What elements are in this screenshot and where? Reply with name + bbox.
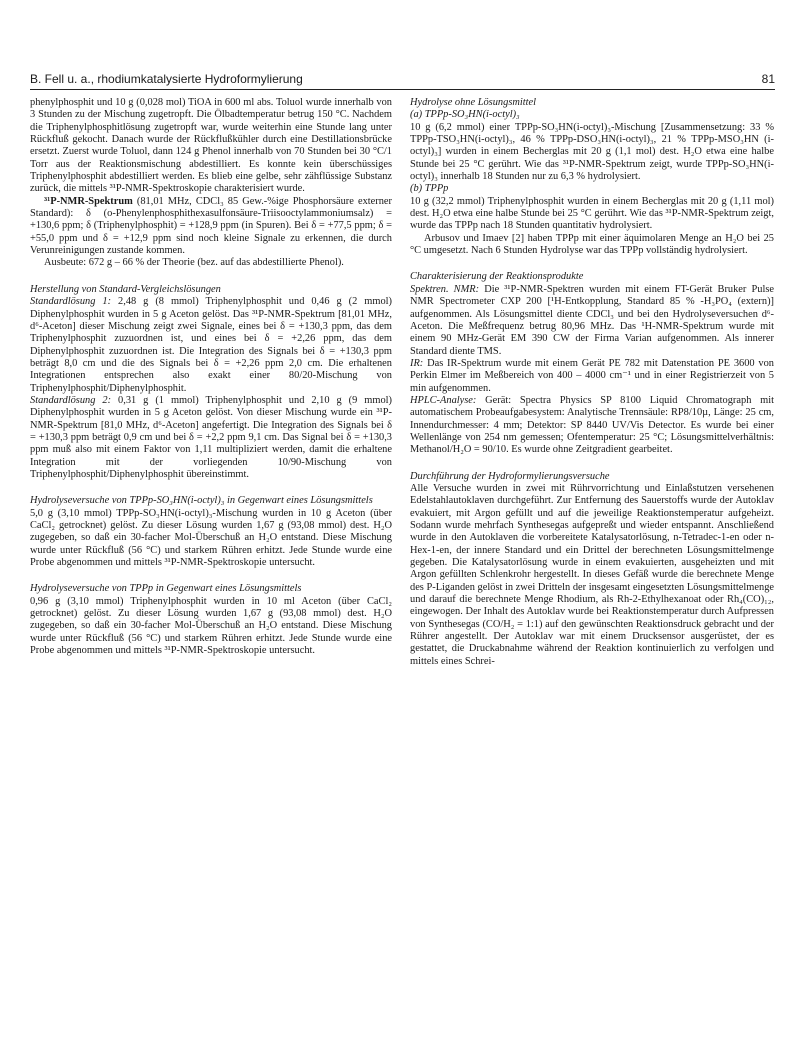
paragraph-a: 10 g (6,2 mmol) einer TPPp-SO₃HN(i-octyl)₃-Mischung [Zusammensetzung: 33 % TPPp-TSO₃HN(i-octyl)₃, 46 % TPPp-DSO₃HN(i-octyl)₃, 21 % TPPp-MSO₃HN (i-octyl)₃] wurden in einem Becherglas mit 20 g (1,1 mol) dest. H₂O etwa eine halbe Stunde bei 25 °C gerührt. Wie das ³¹P-NMR-Spektrum zeigt, wurde TPPp-SO₃HN(i-octyl)₃ innerhalb 18 Stunden nur zu 6,3 % hydrolysiert. xyxy=(410,121,774,183)
paragraph-hplc xyxy=(410,395,774,457)
subheading-b: (b) TPPp xyxy=(410,183,449,195)
nmr-label: Spektren. NMR: xyxy=(410,283,480,295)
hplc-label: HPLC-Analyse: xyxy=(410,394,477,406)
paragraph-b: 10 g (32,2 mmol) Triphenylphosphit wurden in einem Becherglas mit 20 g (1,11 mol) dest. H₂O etwa eine halbe Stunde bei 25 °C gerührt. Wie das ³¹P-NMR-Spektrum zeigt, wurde das TPPp nach 18 Stunden quantitativ hydrolysiert. xyxy=(410,195,774,232)
standard-1-text: 2,48 g (8 mmol) Triphenylphosphit und 0,46 g (2 mmol) Diphenylphosphit wurden in 5 g Aceton gelöst. Das ³¹P-NMR-Spektrum [81,01 MHz, d⁶-Aceton] dieser Mischung zeigt zwei Signale, eines bei δ = +130,3 ppm, das dem Triphenylphosphit zuzuordnen ist, und eines bei δ = +2,26 ppm, das dem Diphenylphosphit zuzuordnen ist. Die Integration des Signals bei δ = +130,3 ppm beträgt 8,0 cm und die des Signals bei δ = +2,26 ppm 2,0 cm. Die erhaltenen Integrationen entsprechen also exakt einer 80/20-Mischung von Triphenylphosphit/Diphenylphosphit. xyxy=(30,296,393,394)
running-header xyxy=(30,69,775,90)
heading-hydroformylation: Durchführung der Hydroformylierungsversuche xyxy=(410,470,610,482)
subheading-a: (a) TPPp-SO₃HN(i-octyl)₃ xyxy=(410,109,520,121)
heading-hydrolysis-tppp: Hydrolyseversuche von TPPp in Gegenwart eines Lösungsmittels xyxy=(30,583,302,595)
paragraph-synthesis: phenylphosphit und 10 g (0,028 mol) TiOA in 600 ml abs. Toluol wurde innerhalb von 3 Stunden zu der Mischung zugetropft. Die Ölbadtemperatur betrug 150 °C. Nachdem die Triphenylphosphitlösung zugetropft war, wurde weiterhin eine Stunde lang unter Rückfluß gekocht. Danach wurde der Rückflußkühler durch eine Destillationsbrücke ersetzt. Zuerst wurde Toluol, dann 124 g Phenol innerhalb von 70 Stunden bei 30 °C/1 Torr aus der Reaktionsmischung abdestilliert. Es konnte kein überschüssiges Triphenylphosphit abdestilliert werden. Es blieb eine gelbe, sehr zähflüssige Substanz zurück, die mittels ³¹P-NMR-Spektroskopie charakterisiert wurde. xyxy=(30,97,392,195)
paragraph-standard-2 xyxy=(30,395,392,481)
paragraph-hydroformylation: Alle Versuche wurden in zwei mit Rührvorrichtung und Einlaßstutzen versehenen Edelstahlautoklaven durchgeführt. Zur Entfernung des Sauerstoffs wurde der Autoklav evakuiert, mit Argon gefüllt und auf die jeweilige Reaktionstemperatur aufgeheizt. Sodann wurde mehrfach Synthesegas aufgepreßt und wieder entspannt. Anschließend wurde in den Autoklaven die vorbereitete Katalysatorlösung, n-Tetradec-1-en oder n-Hex-1-en, der innere Standard und ein Drittel der berechneten Lösungsmittelmenge gegeben. Die Katalysatorlösung wurde in einem evakuierten, ausgeheizten und mit Argon gefüllten Schlenkrohr hergestellt. In dieses Gefäß wurde die berechnete Menge des P-Liganden gelöst in zwei Dritteln der insgesamt eingesetzten Lösungsmittelmenge und darauf die berechnete Menge Rhodium, als Rh-2-Ethylhexanoat oder Rh₄(CO)₁₂, eingewogen. Der Inhalt des Autoklav wurde bei Reaktionstemperatur durch Aufpressen von Synthesegas (CO/H₂ = 1:1) auf den gewünschten Reaktionsdruck gebracht und der Rührer angestellt. Der Autoklav war mit einem Drucksensor ausgerüstet, der es gestattet, die Druckabnahme während der Reaktion kontinuierlich zu verfolgen und mittels eines Schrei- xyxy=(410,482,774,667)
right-column xyxy=(410,97,774,668)
paragraph-yield: Ausbeute: 672 g – 66 % der Theorie (bez. auf das abdestillierte Phenol). xyxy=(44,257,344,269)
heading-hydrolysis-solvent: Hydrolyseversuche von TPPp-SO₃HN(i-octyl)₃ in Gegenwart eines Lösungsmittels xyxy=(30,495,373,507)
paragraph-nmr-spectrum xyxy=(30,196,392,258)
left-column xyxy=(30,97,392,657)
paragraph-ir xyxy=(410,358,774,395)
running-title: B. Fell u. a., rhodiumkatalysierte Hydroformylierung xyxy=(30,72,303,86)
page-number: 81 xyxy=(761,72,775,86)
ir-label: IR: xyxy=(410,357,424,369)
standard-1-label: Standardlösung 1: xyxy=(30,296,112,308)
ir-text: Das IR-Spektrum wurde mit einem Gerät PE 782 mit Datenstation PE 3600 von Perkin Elmer im Meßbereich von 400 – 4000 cm⁻¹ und in einer Registrierzeit von 5 min aufgenommen. xyxy=(410,357,774,394)
paragraph-hydrolysis-tppp: 0,96 g (3,10 mmol) Triphenylphosphit wurden in 10 ml Aceton (über CaCl₂ getrocknet) gelöst. Zu dieser Lösung wurden 1,67 g (93,08 mmol) dest. H₂O zugegeben, so daß ein 30-facher Mol-Überschuß an H₂O entstand. Diese Mischung wurde unter Rückfluß (56 °C) und starkem Rühren erhitzt. Jede Stunde wurde eine Probe abgenommen und mittels ³¹P-NMR-Spektroskopie untersucht. xyxy=(30,595,392,657)
hplc-text: Gerät: Spectra Physics SP 8100 Liquid Chromatograph mit automatischem Probeaufgabesystem: Analytische Trennsäule: RP8/10µ, Länge: 25 cm, Innendurchmesser: 4 mm; Detektor: SP 8440 UV/Vis Detector. Es wurde bei einer Wellenlänge von 254 nm gemessen; Ofentemperatur: 25 °C; Lösungsmittelverhältnis: Methanol/H₂O = 90/10. Es wurde ohne Zeitgradient gearbeitet. xyxy=(410,394,774,456)
standard-2-label: Standardlösung 2: xyxy=(30,394,112,406)
heading-characterisation: Charakterisierung der Reaktionsprodukte xyxy=(410,271,584,283)
paragraph-nmr xyxy=(410,284,774,358)
paragraph-arbusov: Arbusov und Imaev [2] haben TPPp mit einer äquimolaren Menge an H₂O bei 25 °C umgesetzt. Nach 6 Stunden Hydrolyse war das TPPp vollständig hydrolysiert. xyxy=(410,232,774,257)
nmr-spectrum-text: (81,01 MHz, CDCl₃ 85 Gew.-%ige Phosphorsäure externer Standard): δ (o-Phenylenphosphithexasulfonsäure-Triisooctylammoniumsalz) = +130,6 ppm; δ (Triphenylphosphit) = +128,9 ppm (in Spuren). Bei δ = +77,5 ppm; δ = +55,0 ppm und δ = +12,9 ppm sind noch kleine Signale zu erkennen, die durch Verunreinigungen zustande kommen. xyxy=(30,195,392,257)
heading-standard-solutions: Herstellung von Standard-Vergleichslösungen xyxy=(30,283,221,295)
paragraph-standard-1 xyxy=(30,296,392,395)
nmr-spectrum-label: ³¹P-NMR-Spektrum xyxy=(44,195,133,207)
paragraph-hydrolysis-solvent: 5,0 g (3,10 mmol) TPPp-SO₃HN(i-octyl)₃-Mischung wurden in 10 g Aceton (über CaCl₂ getrocknet) gelöst. Zu dieser Lösung wurden 1,67 g (93,08 mmol) dest. H₂O zugegeben, so daß ein 30-facher Mol-Überschuß an H₂O entstand. Diese Mischung wurde unter Rückfluß (56 °C) und starkem Rühren erhitzt. Jede Stunde wurde eine Probe abgenommen und mittels ³¹P-NMR-Spektroskopie untersucht. xyxy=(30,507,392,569)
standard-2-text: 0,31 g (1 mmol) Triphenylphosphit und 2,10 g (9 mmol) Diphenylphosphit wurden in 5 g Aceton gelöst. Von dieser Mischung wurde ein ³¹P-NMR-Spektrum [81,0 MHz, d⁶-Aceton] angefertigt. Die Integration des Signals bei δ = +130,3 ppm beträgt 0,9 cm und bei δ = +2,2 ppm 9,1 cm. Das Signal bei δ = +130,3 ppm muß also mit einem Faktor von 1,11 multipliziert werden, damit die erhaltene Integration mit der vorliegenden 10/90-Mischung von Triphenylphosphit/Diphenylphosphit übereinstimmt. xyxy=(30,394,393,480)
heading-hydrolysis-no-solvent: Hydrolyse ohne Lösungsmittel xyxy=(410,97,537,108)
nmr-text: Die ³¹P-NMR-Spektren wurden mit einem FT-Gerät Bruker Pulse NMR Spectrometer CXP 200 [¹H-Entkopplung, Standard 85 % -H₃PO₄ (extern)] aufgenommen. Als Lösungsmittel diente CDCl₃ und bei den Hydrolyseversuchen d⁶-Aceton. Die Meßfrequenz betrug 80,96 MHz. Das ¹H-NMR-Spektrum wurde mit einem 90 MHz-Gerät EM 390 CW der Firma Varian aufgenommen. Als innerer Standard diente TMS. xyxy=(410,283,774,357)
